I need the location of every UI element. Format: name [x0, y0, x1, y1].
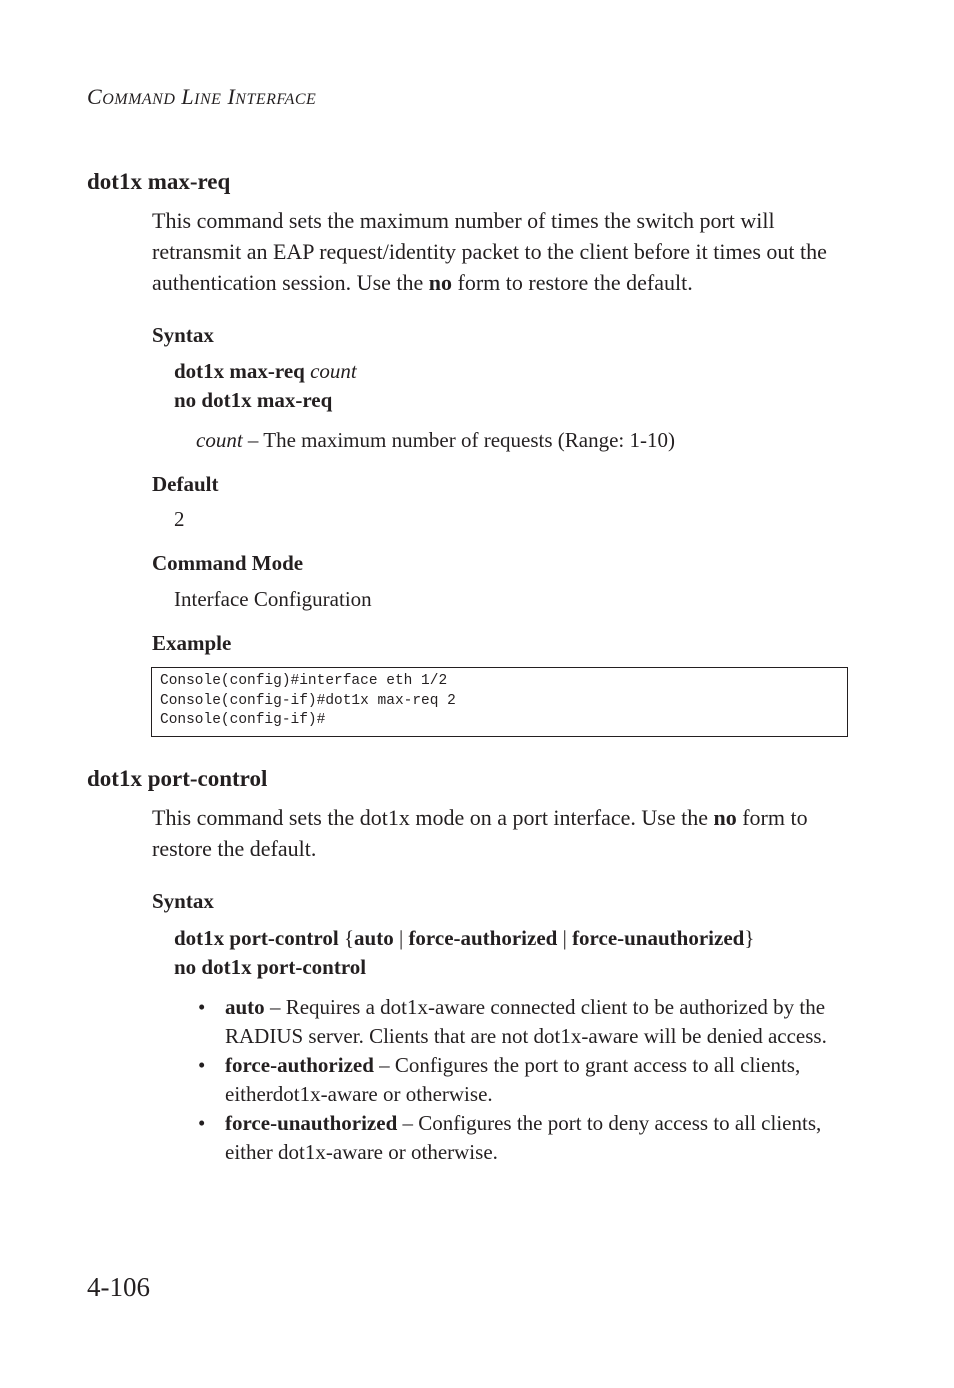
syntax-heading: Syntax — [152, 323, 214, 347]
code-line: Console(config-if)#dot1x max-req 2 — [160, 692, 456, 709]
syntax-block-max-req: dot1x max-req count no dot1x max-req — [174, 359, 357, 412]
param-count: count – The maximum number of requests (Range: 1-10) — [196, 428, 676, 452]
running-head: COMMAND LINE INTERFACE — [87, 84, 317, 109]
syntax-heading: Syntax — [152, 889, 214, 913]
command-mode-heading: Command Mode — [152, 551, 304, 575]
example-code-box — [151, 667, 848, 737]
default-heading: Default — [152, 472, 219, 496]
bullet-icon: • — [198, 1053, 206, 1077]
page-number: 4-106 — [87, 1272, 150, 1302]
bullet-icon: • — [198, 995, 206, 1019]
bullet-icon: • — [198, 1111, 206, 1135]
code-line: Console(config-if)# — [160, 712, 326, 728]
command-mode-value: Interface Configuration — [174, 587, 372, 611]
list-item: • force-unauthorized – Configures the port to deny access to all clients, either dot1x-aware or otherwise. — [198, 1111, 822, 1164]
option-list — [198, 993, 848, 1167]
section-title-port-control: dot1x port-control — [87, 766, 268, 791]
default-value: 2 — [174, 507, 185, 531]
example-heading: Example — [152, 631, 232, 655]
description-port-control: This command sets the dot1x mode on a port interface. Use the no form to restore the default. — [152, 805, 808, 861]
list-item: • force-authorized – Configures the port to grant access to all clients, eitherdot1x-aware or otherwise. — [198, 1053, 801, 1106]
syntax-block-port-control: dot1x port-control {auto | force-authorized | force-unauthorized} no dot1x port-control — [174, 926, 755, 979]
description-max-req: This command sets the maximum number of times the switch port will retransmit an EAP request/identity packet to the client before it times out the authentication session. Use the no form to restore the default. — [152, 208, 827, 295]
list-item: • auto – Requires a dot1x-aware connected client to be authorized by the RADIUS server. Clients that are not dot1x-aware will be denied access. — [198, 995, 827, 1048]
code-line: Console(config)#interface eth 1/2 — [160, 673, 448, 689]
section-title-max-req: dot1x max-req — [87, 169, 231, 194]
